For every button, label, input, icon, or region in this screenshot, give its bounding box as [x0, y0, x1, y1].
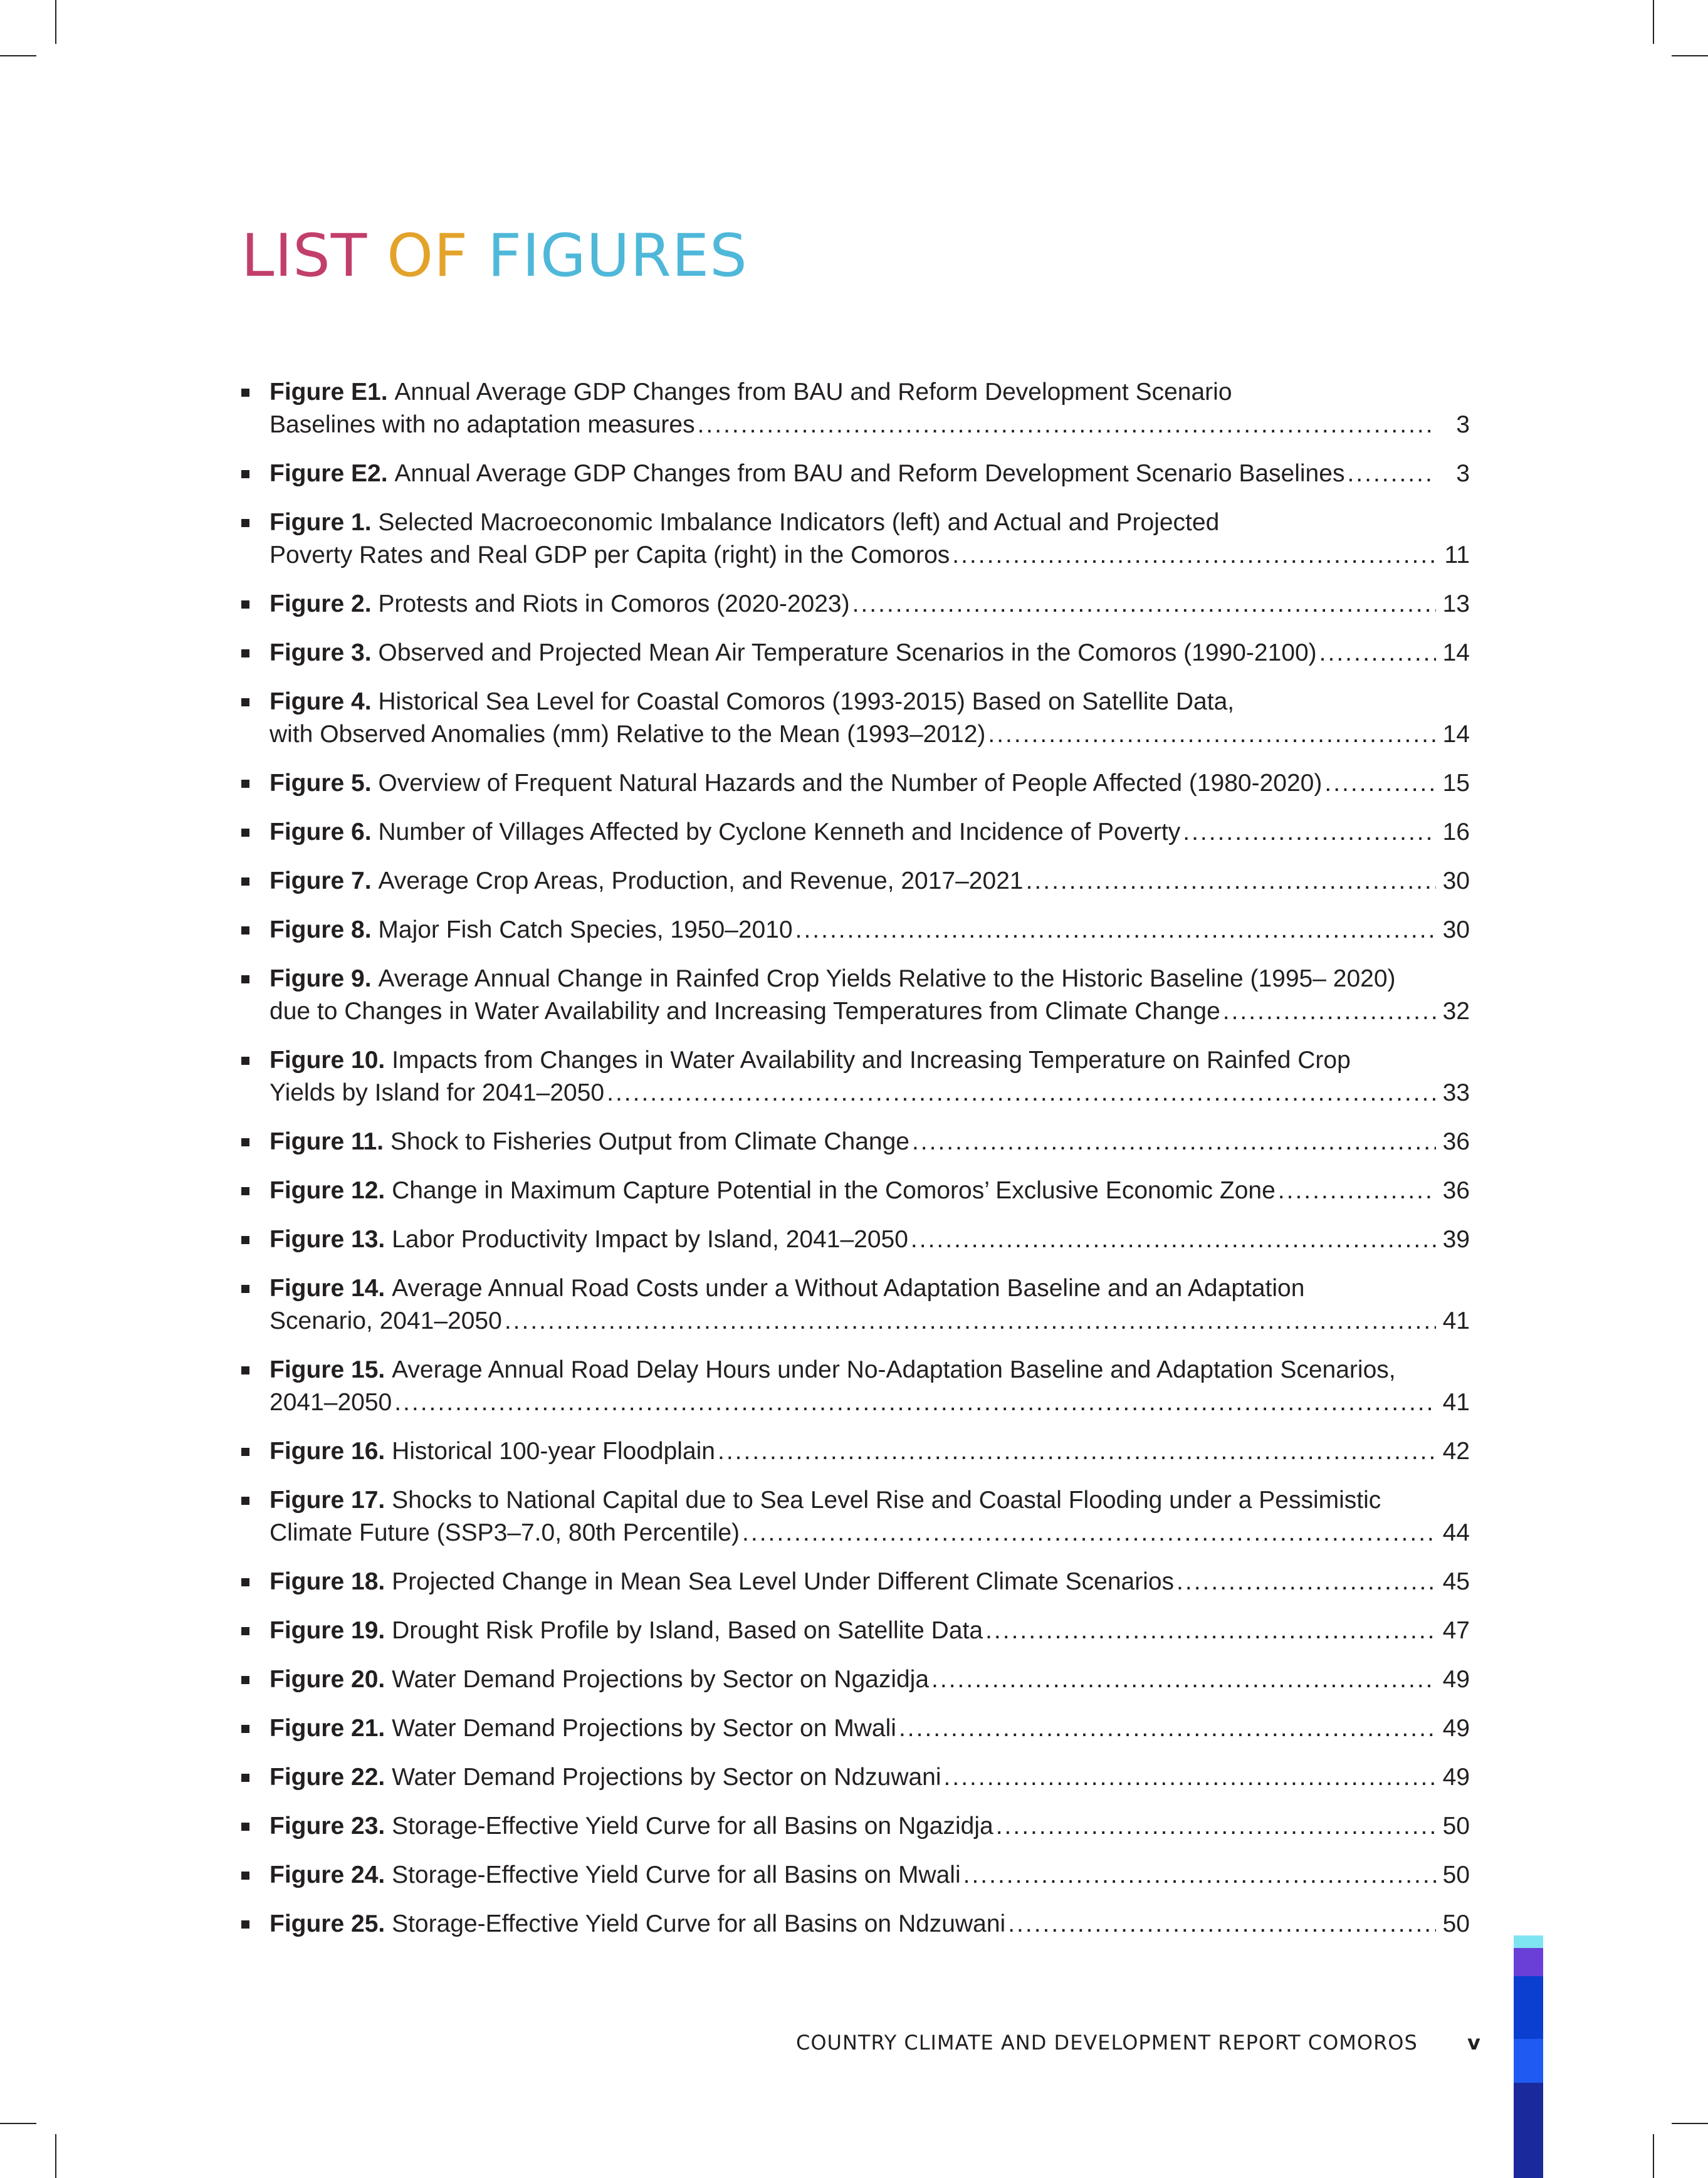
figure-entry[interactable] — [241, 865, 1470, 898]
figure-entry-line — [270, 1354, 1470, 1386]
figure-entry-line — [270, 637, 1470, 669]
figure-entry-line — [270, 1126, 1470, 1158]
crop-mark-bottom-right-h — [1672, 2123, 1708, 2124]
dot-leader — [1176, 1566, 1436, 1598]
figure-entry[interactable] — [241, 1908, 1470, 1940]
dot-leader — [963, 1859, 1436, 1892]
page-number: 44 — [1442, 1519, 1470, 1546]
dot-leader — [718, 1435, 1436, 1468]
figure-entry[interactable] — [241, 1044, 1470, 1109]
title-part-of: OF — [387, 222, 469, 290]
figure-entry[interactable] — [241, 1272, 1470, 1338]
figure-entry[interactable] — [241, 1761, 1470, 1794]
figure-label: Figure 9. — [270, 965, 372, 992]
figure-label: Figure 1. — [270, 509, 372, 536]
figure-entry-line — [270, 1859, 1470, 1892]
figure-entry-line — [270, 1272, 1470, 1305]
figure-caption: Protests and Riots in Comoros (2020-2023) — [378, 590, 850, 617]
figure-label: Figure 15. — [270, 1356, 385, 1383]
figure-label: Figure 4. — [270, 688, 372, 715]
figure-label: Figure 12. — [270, 1177, 385, 1204]
page-number: 13 — [1442, 590, 1470, 617]
figure-label: Figure E1. — [270, 379, 388, 406]
figure-caption: 2041–2050 — [270, 1389, 392, 1416]
dot-leader — [1347, 458, 1436, 490]
figure-caption: Overview of Frequent Natural Hazards and the Number of People Affected (1980-2020) — [378, 770, 1323, 797]
figure-label: Figure 25. — [270, 1910, 385, 1937]
figure-caption: Storage-Effective Yield Curve for all Basins on Ndzuwani — [392, 1910, 1006, 1937]
figure-caption: Average Annual Change in Rainfed Crop Yields Relative to the Historic Baseline (1995– 2020) — [378, 965, 1396, 992]
figure-caption: Historical Sea Level for Coastal Comoros (1993-2015) Based on Satellite Data, — [378, 688, 1235, 715]
edge-color-bar-1 — [1514, 1935, 1543, 1948]
dot-leader — [985, 1615, 1436, 1647]
dot-leader — [944, 1761, 1436, 1794]
figure-entry[interactable] — [241, 1566, 1470, 1598]
figure-caption: Selected Macroeconomic Imbalance Indicators (left) and Actual and Projected — [378, 509, 1220, 536]
page-number: 45 — [1442, 1568, 1470, 1595]
figure-entry-line — [270, 816, 1470, 849]
figure-entry-line — [270, 686, 1470, 718]
figure-label: Figure 18. — [270, 1568, 385, 1595]
figure-label: Figure 11. — [270, 1128, 384, 1155]
figure-label: Figure 7. — [270, 867, 372, 894]
figure-caption: Historical 100-year Floodplain — [392, 1438, 715, 1465]
figure-label: Figure 19. — [270, 1617, 385, 1644]
figure-caption: Yields by Island for 2041–2050 — [270, 1079, 605, 1106]
figure-entry[interactable] — [241, 1354, 1470, 1419]
figure-entry[interactable] — [241, 506, 1470, 572]
figure-caption: Baselines with no adaptation measures — [270, 411, 695, 438]
page-number: 33 — [1442, 1079, 1470, 1106]
figure-caption: with Observed Anomalies (mm) Relative to the Mean (1993–2012) — [270, 721, 986, 748]
page-number: 39 — [1442, 1226, 1470, 1253]
dot-leader — [505, 1305, 1436, 1338]
page-number: 32 — [1442, 998, 1470, 1025]
page-number: 50 — [1442, 1813, 1470, 1840]
figure-entry-line — [270, 1810, 1470, 1843]
figure-entry[interactable] — [241, 637, 1470, 669]
figure-label: Figure 17. — [270, 1487, 385, 1514]
figure-caption: Scenario, 2041–2050 — [270, 1307, 502, 1334]
bullet-icon — [241, 1676, 249, 1684]
page-number: 42 — [1442, 1438, 1470, 1465]
figure-caption: Labor Productivity Impact by Island, 2041–2050 — [392, 1226, 908, 1253]
crop-mark-top-right — [1653, 0, 1654, 44]
figure-label: Figure 14. — [270, 1275, 385, 1302]
figure-entry-line — [270, 1175, 1470, 1207]
bullet-icon — [241, 1627, 249, 1635]
figure-entry-line — [270, 588, 1470, 620]
crop-mark-top-left-h — [0, 55, 36, 56]
bullet-icon — [241, 1872, 249, 1880]
figure-entry-line — [270, 1435, 1470, 1468]
title-part-list: LIST — [241, 222, 368, 290]
dot-leader — [1183, 816, 1436, 849]
figure-caption: Observed and Projected Mean Air Temperature Scenarios in the Comoros (1990-2100) — [378, 639, 1317, 666]
page-number: 14 — [1442, 721, 1470, 748]
page-number: 49 — [1442, 1764, 1470, 1791]
figure-entry[interactable] — [241, 1663, 1470, 1696]
figure-caption: Average Crop Areas, Production, and Revenue, 2017–2021 — [378, 867, 1024, 894]
bullet-icon — [241, 926, 249, 935]
figure-entry-line — [270, 718, 1470, 751]
figure-entry[interactable] — [241, 588, 1470, 620]
figure-caption: Shock to Fisheries Output from Climate Change — [390, 1128, 909, 1155]
figure-entry-line — [270, 539, 1470, 572]
figure-label: Figure 13. — [270, 1226, 385, 1253]
dot-leader — [1319, 637, 1436, 669]
dot-leader — [1324, 767, 1436, 800]
crop-mark-top-right-h — [1672, 55, 1708, 56]
page-number: 50 — [1442, 1910, 1470, 1937]
dot-leader — [394, 1386, 1436, 1419]
figure-entry-line — [270, 1386, 1470, 1419]
figure-entry[interactable] — [241, 1810, 1470, 1843]
figure-label: Figure 23. — [270, 1813, 385, 1840]
figure-entry[interactable] — [241, 1223, 1470, 1256]
bullet-icon — [241, 780, 249, 788]
figure-entry-line — [270, 963, 1470, 995]
footer-report-title: COUNTRY CLIMATE AND DEVELOPMENT REPORT COMOROS — [796, 2031, 1418, 2055]
figure-caption: Storage-Effective Yield Curve for all Basins on Ngazidja — [392, 1813, 993, 1840]
figure-entry-line — [270, 506, 1470, 539]
figure-entry-line — [270, 409, 1470, 441]
crop-mark-top-left — [55, 0, 56, 44]
footer-page-number: v — [1467, 2031, 1481, 2055]
figure-entry-line — [270, 1761, 1470, 1794]
figure-caption: Water Demand Projections by Sector on Ndzuwani — [392, 1764, 941, 1791]
bullet-icon — [241, 1187, 249, 1195]
bullet-icon — [241, 600, 249, 609]
dot-leader — [911, 1223, 1436, 1256]
figure-entry[interactable] — [241, 458, 1470, 490]
figure-entry[interactable] — [241, 767, 1470, 800]
figure-label: Figure 3. — [270, 639, 372, 666]
crop-mark-bottom-left-h — [0, 2123, 36, 2124]
figure-entry-line — [270, 1484, 1470, 1517]
figure-entry-line — [270, 1044, 1470, 1077]
figure-caption: Poverty Rates and Real GDP per Capita (right) in the Comoros — [270, 542, 950, 568]
crop-mark-bottom-right — [1653, 2134, 1654, 2178]
dot-leader — [988, 718, 1436, 751]
edge-color-bar-2 — [1514, 1948, 1543, 1976]
page-number: 3 — [1456, 411, 1470, 438]
figure-label: Figure 10. — [270, 1047, 385, 1074]
figure-entry[interactable] — [241, 1126, 1470, 1158]
page-number: 3 — [1456, 460, 1470, 487]
page-number: 49 — [1442, 1666, 1470, 1693]
bullet-icon — [241, 1057, 249, 1065]
figure-entry-line — [270, 376, 1470, 409]
bullet-icon — [241, 519, 249, 527]
figure-caption: Projected Change in Mean Sea Level Under Different Climate Scenarios — [392, 1568, 1175, 1595]
dot-leader — [1223, 995, 1436, 1028]
figure-caption: Storage-Effective Yield Curve for all Basins on Mwali — [392, 1861, 961, 1888]
bullet-icon — [241, 1138, 249, 1146]
figure-label: Figure 2. — [270, 590, 372, 617]
figure-caption: Major Fish Catch Species, 1950–2010 — [378, 916, 793, 943]
page-title — [241, 222, 748, 290]
figure-caption: Average Annual Road Delay Hours under No-Adaptation Baseline and Adaptation Scenarios, — [392, 1356, 1396, 1383]
figure-entry-line — [270, 458, 1470, 490]
bullet-icon — [241, 470, 249, 478]
page-number: 41 — [1442, 1389, 1470, 1416]
figure-caption: Climate Future (SSP3–7.0, 80th Percentile) — [270, 1519, 740, 1546]
figure-caption: Drought Risk Profile by Island, Based on Satellite Data — [392, 1617, 983, 1644]
bullet-icon — [241, 877, 249, 886]
figure-entry-line — [270, 1615, 1470, 1647]
figure-caption: Impacts from Changes in Water Availability and Increasing Temperature on Rainfed Crop — [392, 1047, 1351, 1074]
edge-color-bar-3 — [1514, 1976, 1543, 2039]
page-number: 11 — [1444, 542, 1470, 568]
dot-leader — [1278, 1175, 1436, 1207]
page-number: 36 — [1442, 1177, 1470, 1204]
figure-label: Figure 6. — [270, 819, 372, 846]
bullet-icon — [241, 1448, 249, 1456]
figure-entry-line — [270, 995, 1470, 1028]
bullet-icon — [241, 1497, 249, 1505]
figure-list — [241, 376, 1470, 1957]
bullet-icon — [241, 1920, 249, 1929]
figure-entry[interactable] — [241, 1175, 1470, 1207]
dot-leader — [899, 1712, 1436, 1745]
figure-caption: Change in Maximum Capture Potential in the Comoros’ Exclusive Economic Zone — [392, 1177, 1276, 1204]
figure-entry-line — [270, 865, 1470, 898]
bullet-icon — [241, 975, 249, 983]
figure-caption: Average Annual Road Costs under a Without Adaptation Baseline and an Adaptation — [392, 1275, 1305, 1302]
figure-entry-line — [270, 1077, 1470, 1109]
figure-entry[interactable] — [241, 1435, 1470, 1468]
figure-entry[interactable] — [241, 376, 1470, 441]
page-number: 16 — [1442, 819, 1470, 846]
page-number: 36 — [1442, 1128, 1470, 1155]
figure-caption: Water Demand Projections by Sector on Mwali — [392, 1715, 896, 1742]
bullet-icon — [241, 1725, 249, 1733]
bullet-icon — [241, 1285, 249, 1293]
dot-leader — [912, 1126, 1436, 1158]
page-number: 14 — [1442, 639, 1470, 666]
figure-caption: Number of Villages Affected by Cyclone Kenneth and Incidence of Poverty — [378, 819, 1181, 846]
page-number: 41 — [1442, 1307, 1470, 1334]
figure-entry[interactable] — [241, 1484, 1470, 1549]
figure-entry-line — [270, 1908, 1470, 1940]
figure-label: Figure 5. — [270, 770, 372, 797]
figure-label: Figure 8. — [270, 916, 372, 943]
figure-entry[interactable] — [241, 963, 1470, 1028]
figure-entry[interactable] — [241, 1615, 1470, 1647]
dot-leader — [852, 588, 1436, 620]
edge-color-bar-5 — [1514, 2083, 1543, 2178]
bullet-icon — [241, 389, 249, 397]
page-number: 47 — [1442, 1617, 1470, 1644]
bullet-icon — [241, 698, 249, 706]
bullet-icon — [241, 829, 249, 837]
figure-entry-line — [270, 1223, 1470, 1256]
bullet-icon — [241, 649, 249, 657]
figure-entry-line — [270, 767, 1470, 800]
title-part-figures: FIGURES — [488, 222, 748, 290]
figure-entry-line — [270, 1663, 1470, 1696]
figure-label: Figure 20. — [270, 1666, 385, 1693]
page-number: 15 — [1442, 770, 1470, 797]
figure-caption: due to Changes in Water Availability and Increasing Temperatures from Climate Change — [270, 998, 1220, 1025]
figure-entry[interactable] — [241, 1859, 1470, 1892]
bullet-icon — [241, 1366, 249, 1374]
dot-leader — [698, 409, 1436, 441]
dot-leader — [795, 914, 1436, 946]
edge-color-bar-4 — [1514, 2039, 1543, 2083]
page-footer — [796, 2031, 1481, 2055]
figure-entry[interactable] — [241, 914, 1470, 946]
dot-leader — [607, 1077, 1436, 1109]
figure-entry[interactable] — [241, 816, 1470, 849]
dot-leader — [952, 539, 1436, 572]
figure-caption: Shocks to National Capital due to Sea Level Rise and Coastal Flooding under a Pessimistic — [392, 1487, 1381, 1514]
dot-leader — [1026, 865, 1436, 898]
figure-entry-line — [270, 1305, 1470, 1338]
page-number: 49 — [1442, 1715, 1470, 1742]
crop-mark-bottom-left — [55, 2134, 56, 2178]
figure-entry-line — [270, 914, 1470, 946]
figure-label: Figure E2. — [270, 460, 388, 487]
figure-entry[interactable] — [241, 686, 1470, 751]
dot-leader — [1008, 1908, 1436, 1940]
figure-label: Figure 24. — [270, 1861, 385, 1888]
dot-leader — [931, 1663, 1436, 1696]
figure-caption: Annual Average GDP Changes from BAU and Reform Development Scenario — [394, 379, 1232, 406]
dot-leader — [996, 1810, 1436, 1843]
figure-label: Figure 22. — [270, 1764, 385, 1791]
dot-leader — [742, 1517, 1436, 1549]
figure-entry-line — [270, 1566, 1470, 1598]
figure-entry-line — [270, 1712, 1470, 1745]
figure-label: Figure 16. — [270, 1438, 385, 1465]
figure-caption: Annual Average GDP Changes from BAU and Reform Development Scenario Baselines — [394, 460, 1345, 487]
figure-entry-line — [270, 1517, 1470, 1549]
bullet-icon — [241, 1578, 249, 1586]
figure-caption: Water Demand Projections by Sector on Ngazidja — [392, 1666, 930, 1693]
page-number: 30 — [1442, 916, 1470, 943]
bullet-icon — [241, 1236, 249, 1244]
page-number: 50 — [1442, 1861, 1470, 1888]
page-number: 30 — [1442, 867, 1470, 894]
bullet-icon — [241, 1823, 249, 1831]
figure-entry[interactable] — [241, 1712, 1470, 1745]
bullet-icon — [241, 1774, 249, 1782]
figure-label: Figure 21. — [270, 1715, 385, 1742]
